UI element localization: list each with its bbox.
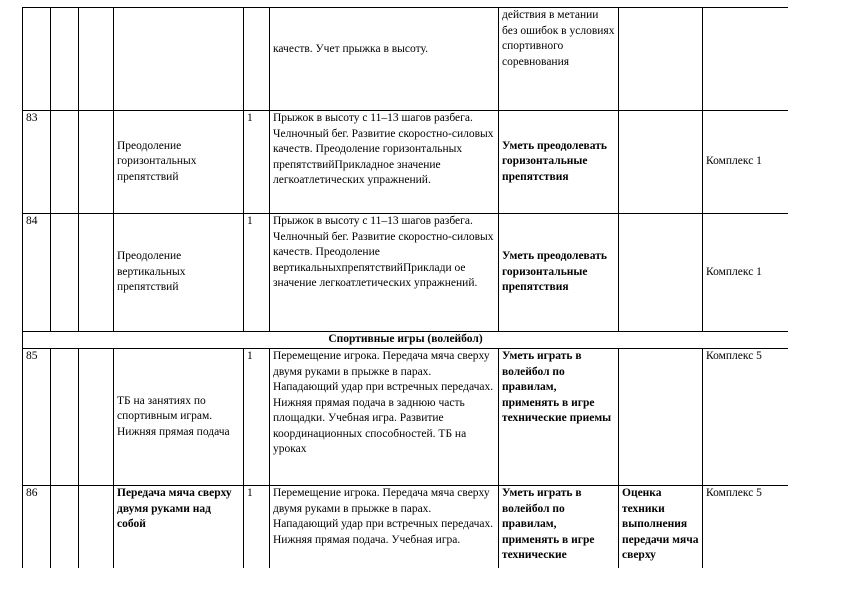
row-number-cell: 84 [23, 214, 51, 332]
table-row [23, 8, 789, 111]
blank-cell [79, 111, 114, 214]
content-cell: Перемещение игрока. Передача мяча сверху двумя руками в прыжке в парах. Нападающий удар при встречных передачах. Нижняя прямая подача в заднюю часть площадки. Учебная игра. Развитие координационных способностей. ТБ на уроках [270, 349, 499, 486]
homework-cell: Комплекс 1 [703, 111, 789, 214]
topic-cell [114, 8, 244, 111]
row-number-cell: 85 [23, 349, 51, 486]
hours-cell: 1 [244, 486, 270, 569]
control-cell [619, 8, 703, 111]
table-row [23, 486, 789, 569]
blank-cell [51, 486, 79, 569]
homework-cell: Комплекс 5 [703, 349, 789, 486]
blank-cell [51, 8, 79, 111]
requirements-cell: Уметь играть в волейбол по правилам, применять в игре технические [499, 486, 619, 569]
table-row [23, 111, 789, 214]
content-cell [270, 8, 499, 111]
hours-cell [244, 8, 270, 111]
control-cell [619, 349, 703, 486]
requirements-cell: Уметь преодолевать горизонтальные препятствия [499, 111, 619, 214]
row-number-cell: 86 [23, 486, 51, 569]
section-title: Спортивные игры (волейбол) [23, 332, 789, 349]
requirements-cell: Уметь преодолевать горизонтальные препятствия [499, 214, 619, 332]
requirements-cell: действия в метании без ошибок в условиях спортивного соревнования [499, 8, 619, 111]
requirements-cell: Уметь играть в волейбол по правилам, применять в игре технические приемы [499, 349, 619, 486]
homework-cell [703, 8, 789, 111]
blank-cell [79, 8, 114, 111]
content-cell: Прыжок в высоту с 11–13 шагов разбега. Челночный бег. Развитие скоростно-силовых качеств. Преодоление горизонтальных препятствийПрикладное значение легкоатлетических упражнений. [270, 111, 499, 214]
content-text: качеств. Учет прыжка в высоту. [273, 43, 428, 55]
table-row [23, 349, 789, 486]
homework-cell: Комплекс 1 [703, 214, 789, 332]
blank-cell [51, 349, 79, 486]
topic-cell: ТБ на занятиях по спортивным играм. Нижняя прямая подача [114, 349, 244, 486]
blank-cell [51, 214, 79, 332]
lesson-plan-table [22, 7, 788, 568]
table-row [23, 214, 789, 332]
topic-cell: Преодоление вертикальных препятствий [114, 214, 244, 332]
control-cell [619, 111, 703, 214]
row-number-cell [23, 8, 51, 111]
blank-cell [51, 111, 79, 214]
blank-cell [79, 214, 114, 332]
content-cell: Перемещение игрока. Передача мяча сверху двумя руками в прыжке в парах. Нападающий удар при встречных передачах. Нижняя прямая подача. Учебная игра. [270, 486, 499, 569]
lesson-plan-page [22, 7, 788, 568]
hours-cell: 1 [244, 111, 270, 214]
hours-cell: 1 [244, 214, 270, 332]
blank-cell [79, 486, 114, 569]
hours-cell: 1 [244, 349, 270, 486]
topic-cell: Передача мяча сверху двумя руками над собой [114, 486, 244, 569]
section-header-row [23, 332, 789, 349]
content-cell: Прыжок в высоту с 11–13 шагов разбега. Челночный бег. Развитие скоростно-силовых качеств. Преодоление вертикальныхпрепятствийПриклади ое значение легкоатлетических упражнений. [270, 214, 499, 332]
control-cell [619, 214, 703, 332]
topic-cell: Преодоление горизонтальных препятствий [114, 111, 244, 214]
control-cell: Оценка техники выполнения передачи мяча сверху [619, 486, 703, 569]
row-number-cell: 83 [23, 111, 51, 214]
homework-cell: Комплекс 5 [703, 486, 789, 569]
blank-cell [79, 349, 114, 486]
